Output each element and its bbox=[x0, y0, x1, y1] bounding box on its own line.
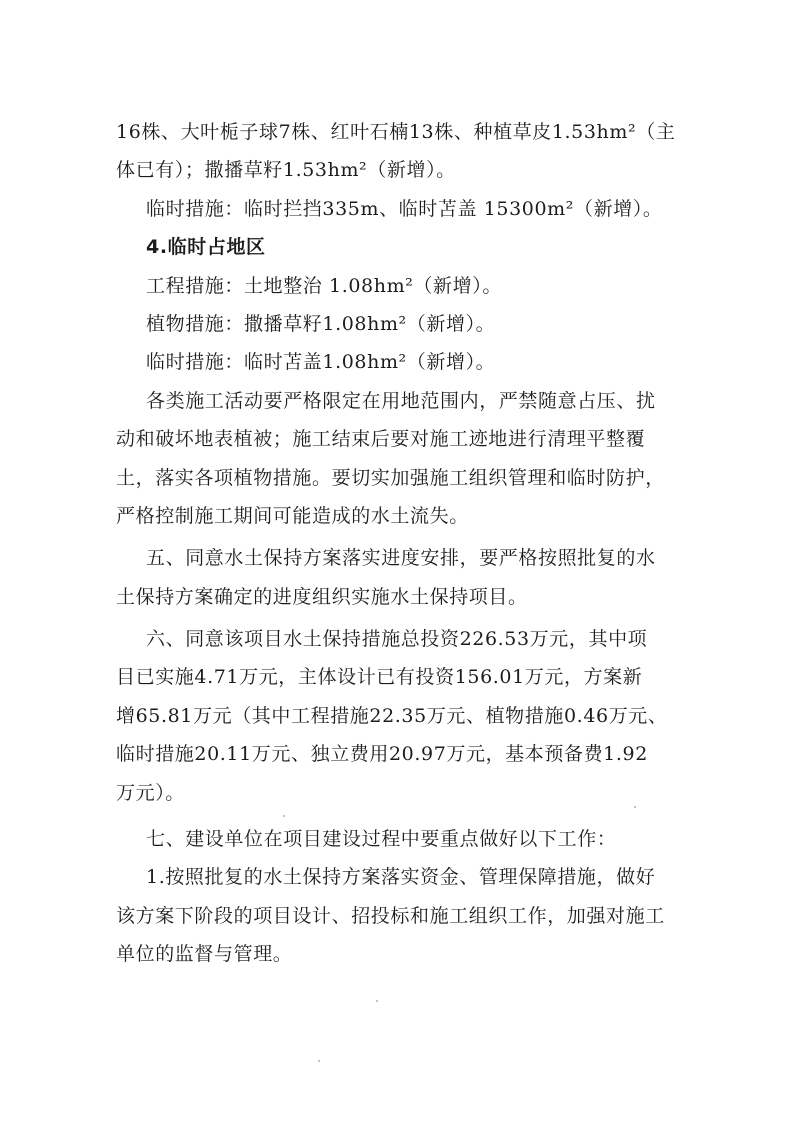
paragraph-item-five bbox=[116, 539, 696, 616]
text-line: 临时措施20.11万元、独立费用20.97万元，基本预备费1.92 bbox=[116, 743, 648, 766]
scan-speck bbox=[283, 815, 285, 817]
paragraph-temporary-measures: 临时措施：临时拦挡335m、临时苫盖 15300m²（新增）。 bbox=[146, 197, 663, 220]
text-line: 土，落实各项植物措施。要切实加强施工组织管理和临时防护， bbox=[116, 466, 665, 489]
scan-speck bbox=[376, 1000, 378, 1002]
paragraph-construction-requirements bbox=[116, 382, 696, 536]
text-line: 目已实施4.71万元，主体设计已有投资156.01万元，方案新 bbox=[116, 666, 643, 689]
scan-speck bbox=[634, 806, 636, 808]
paragraph-item-seven-point-one bbox=[116, 858, 696, 973]
text-line: 土保持方案确定的进度组织实施水土保持项目。 bbox=[116, 585, 528, 608]
paragraph-plant-measures: 植物措施：撒播草籽1.08hm²（新增）。 bbox=[146, 312, 496, 335]
text-line: 1.按照批复的水土保持方案落实资金、管理保障措施，做好 bbox=[146, 866, 656, 889]
paragraph-planting-continued bbox=[116, 113, 696, 190]
paragraph-item-six-investment bbox=[116, 620, 696, 812]
document-body bbox=[116, 113, 696, 974]
text-line: 体已有）；撒播草籽1.53hm²（新增）。 bbox=[116, 159, 456, 182]
text-line: 16株、大叶栀子球7株、红叶石楠13株、种植草皮1.53hm²（主 bbox=[116, 121, 676, 143]
paragraph-item-seven: 七、建设单位在项目建设过程中要重点做好以下工作： bbox=[146, 828, 617, 851]
scan-speck bbox=[318, 1060, 320, 1062]
text-line: 增65.81万元（其中工程措施22.35万元、植物措施0.46万元、 bbox=[116, 704, 668, 727]
text-line: 各类施工活动要严格限定在用地范围内，严禁随意占压、扰 bbox=[146, 389, 656, 412]
text-line: 五、同意水土保持方案落实进度安排，要严格按照批复的水 bbox=[146, 547, 656, 570]
text-line: 万元）。 bbox=[116, 781, 185, 804]
section-heading-temporary-land: 4.临时占地区 bbox=[146, 236, 266, 259]
text-line: 动和破坏地表植被；施工结束后要对施工迹地进行清理平整覆 bbox=[116, 428, 646, 451]
text-line: 单位的监督与管理。 bbox=[116, 943, 293, 966]
text-line: 六、同意该项目水土保持措施总投资226.53万元，其中项 bbox=[146, 628, 648, 651]
paragraph-temporary-cover: 临时措施：临时苫盖1.08hm²（新增）。 bbox=[146, 351, 496, 374]
text-line: 该方案下阶段的项目设计、招投标和施工组织工作，加强对施工 bbox=[116, 904, 665, 927]
paragraph-engineering-measures: 工程措施：土地整治 1.08hm²（新增）。 bbox=[146, 274, 502, 297]
text-line: 严格控制施工期间可能造成的水土流失。 bbox=[116, 504, 469, 527]
